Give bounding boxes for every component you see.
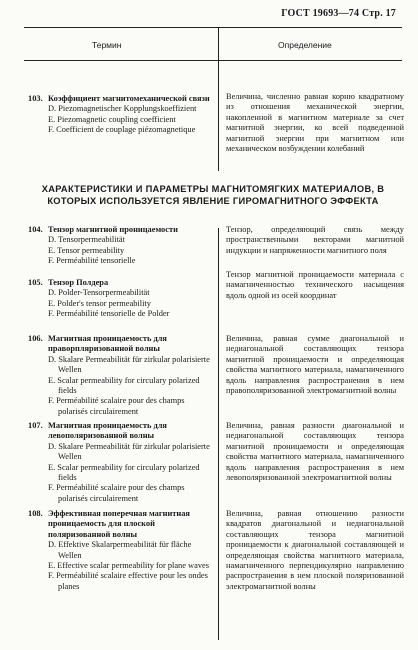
- term-entry-103: [28, 94, 214, 136]
- translation-de: D. Tensorpermeabilität: [48, 235, 125, 245]
- term-title: Тензор Полдера: [48, 278, 109, 287]
- term-entry-105: [28, 278, 214, 320]
- column-header-definition: Определение: [278, 40, 332, 50]
- definition-103: Величина, численно равная корню квадратному из отношения механической энергии, накопленной в магнитном материале за счет магнитной энергии, ко всей подведенной магнитной энергии при магнитном или механическом возбуждении колебаний: [226, 92, 404, 154]
- translation-fr: F. Perméabilité scalaire effective pour les ondes planes: [48, 571, 208, 591]
- column-header-term: Термин: [92, 40, 122, 50]
- translation-en: E. Piezomagnetic coupling coefficient: [48, 114, 176, 124]
- table-top-rule: [24, 27, 402, 28]
- term-entry-106: [28, 334, 214, 417]
- term-entry-108: [28, 509, 214, 592]
- translation-en: E. Tensor permeability: [48, 245, 125, 255]
- page-header: [281, 8, 396, 19]
- translation-de: D. Effektive Skalarpermeabilität für flächе Wellen: [48, 540, 192, 560]
- term-title: Магнитная проницаемость для левополяризованной волны: [48, 421, 167, 441]
- term-number: 106.: [28, 334, 43, 343]
- definition-105: Тензор магнитной проницаемости материала с намагниченностью технического насыщения вдоль одной из осей координат: [226, 270, 404, 300]
- translation-fr: F. Perméabilité tensorielle: [48, 256, 136, 266]
- definition-104: Тензор, определяющий связь между пространственными векторами магнитной индукции и напряженности магнитного поля: [226, 225, 404, 255]
- term-title: Коэффициент магнитомеханической связи: [48, 94, 210, 103]
- translation-de: D. Polder-Tensorpermeabilität: [48, 288, 150, 298]
- page-number: Стр. 17: [361, 8, 396, 19]
- definition-108: Величина, равная отношению разности квадратов диагональной и недиагональной составляющих тензора магнитной проницаемости к диагональной составляющей и определяющая свойства магнитного материала, намагниченного перпендикулярно направлению распространения в нем плоской поляризованной электромагнитной волны: [226, 509, 404, 591]
- translation-fr: F. Coefficient de couplage piézomagnetique: [48, 125, 196, 135]
- column-divider-top: [218, 27, 219, 171]
- term-title: Эффективная поперечная магнитная проницаемость для плоской поляризованной волны: [48, 509, 190, 539]
- translation-fr: F. Perméabilité tensorielle de Polder: [48, 309, 170, 319]
- term-number: 103.: [28, 94, 43, 103]
- translation-de: D. Piezomagnetischer Kopplungskoeffizient: [48, 104, 197, 114]
- translation-en: E. Scalar permeability for circulary polarized fields: [48, 375, 200, 396]
- column-divider-bottom: [218, 228, 219, 640]
- term-entry-107: [28, 421, 214, 504]
- term-entry-104: [28, 225, 214, 267]
- translation-en: E. Polder's tensor permeability: [48, 298, 151, 308]
- definition-107: Величина, равная разности диагональной и недиагональной составляющих тензора магнитной проницаемости и определяющая свойства магнитного материала, намагниченного вдоль направления распространения в нем левополяризованной электромагнитной волны: [226, 421, 404, 483]
- term-number: 107.: [28, 421, 43, 430]
- translation-de: D. Skalare Permeabilität für zirkular polarisierte Wellen: [48, 441, 210, 462]
- term-title: Тензор магнитной проницаемости: [48, 225, 178, 234]
- definition-106: Величина, равная сумме диагональной и недиагональной составляющих тензора магнитной проницаемости и определяющая свойства магнитного материала, намагниченного вдоль направления распространения в нем правополяризованной электромагнитной волны: [226, 334, 404, 396]
- translation-en: E. Effective scalar permeability for plane waves: [48, 561, 209, 571]
- translation-de: D. Skalare Permeabilität für zirkular polarisierte Wellen: [48, 354, 210, 375]
- standard-number: ГОСТ 19693—74: [281, 8, 360, 19]
- term-number: 105.: [28, 278, 43, 287]
- table-header-rule: [24, 60, 402, 61]
- term-number: 104.: [28, 225, 43, 234]
- term-title: Магнитная проницаемость для праворпляризованной волны: [48, 334, 167, 354]
- section-title: ХАРАКТЕРИСТИКИ И ПАРАМЕТРЫ МАГНИТОМЯГКИХ МАТЕРИАЛОВ, В КОТОРЫХ ИСПОЛЬЗУЕТСЯ ЯВЛЕНИЕ ГИРОМАГНИТНОГО ЭФФЕКТА: [41, 184, 385, 206]
- translation-fr: F. Perméabilité scalaire pour des champs polarisés circulairement: [48, 483, 185, 503]
- translation-fr: F. Perméabilité scalaire pour des champs polarisés circulairement: [48, 396, 185, 416]
- translation-en: E. Scalar permeability for circulary polarized fields: [48, 462, 200, 483]
- term-number: 108.: [28, 509, 43, 518]
